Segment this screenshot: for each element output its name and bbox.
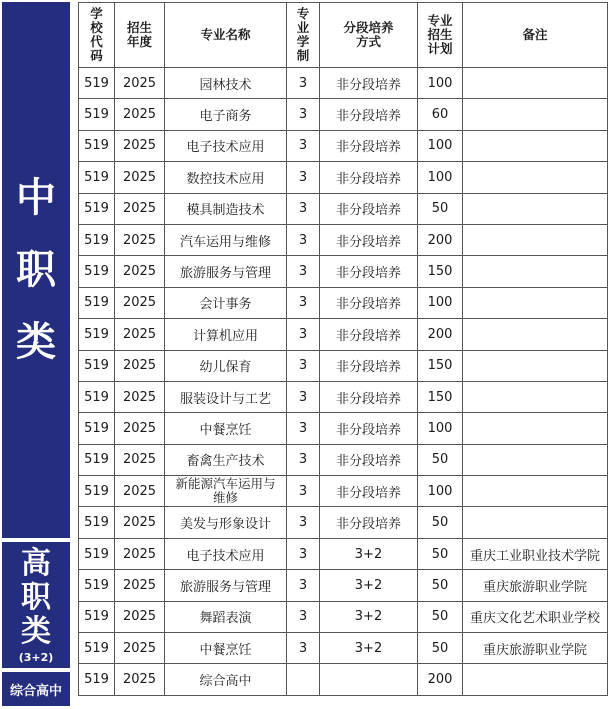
remarks-cell: [463, 444, 608, 475]
duration-cell: 3: [287, 350, 320, 381]
category-gaozhi-band: [2, 542, 70, 668]
header-plan-count: 专业招生计划: [418, 3, 463, 68]
school-code-cell: 519: [79, 507, 115, 538]
major-name-cell: 模具制造技术: [165, 193, 287, 224]
school-code-cell: 519: [79, 381, 115, 412]
plan-count-cell: 100: [418, 413, 463, 444]
duration-cell: 3: [287, 68, 320, 99]
table-row: [79, 476, 608, 507]
remarks-cell: 重庆工业职业技术学院: [463, 538, 608, 569]
category-char: 职: [21, 579, 51, 615]
major-name-cell: 旅游服务与管理: [165, 256, 287, 287]
plan-count-cell: 50: [418, 193, 463, 224]
table-row: [79, 130, 608, 161]
duration-cell: 3: [287, 570, 320, 601]
category-char: 职: [16, 247, 56, 293]
category-char: 类: [21, 613, 51, 649]
school-code-cell: 519: [79, 444, 115, 475]
table-row: [79, 444, 608, 475]
school-code-cell: 519: [79, 664, 115, 695]
year-cell: 2025: [115, 570, 165, 601]
major-name-cell: 美发与形象设计: [165, 507, 287, 538]
major-name-cell: 会计事务: [165, 287, 287, 318]
category-sidebar: [0, 0, 72, 709]
table-row: [79, 256, 608, 287]
year-cell: 2025: [115, 319, 165, 350]
major-name-cell: 计算机应用: [165, 319, 287, 350]
school-code-cell: 519: [79, 162, 115, 193]
remarks-cell: [463, 507, 608, 538]
major-name-cell: 综合高中: [165, 664, 287, 695]
enrollment-plan-table: [78, 2, 608, 696]
training-mode-cell: 非分段培养: [320, 256, 418, 287]
header-school-code: 学校代码: [79, 3, 115, 68]
duration-cell: 3: [287, 601, 320, 632]
remarks-cell: [463, 319, 608, 350]
duration-cell: 3: [287, 224, 320, 255]
table-header-row: [79, 3, 608, 68]
table-row: [79, 224, 608, 255]
major-name-cell: 服装设计与工艺: [165, 381, 287, 412]
remarks-cell: [463, 350, 608, 381]
duration-cell: 3: [287, 381, 320, 412]
remarks-cell: [463, 664, 608, 695]
duration-cell: 3: [287, 538, 320, 569]
category-zonghe-band: [2, 672, 70, 706]
remarks-cell: [463, 381, 608, 412]
major-name-cell: 旅游服务与管理: [165, 570, 287, 601]
table-row: [79, 68, 608, 99]
school-code-cell: 519: [79, 350, 115, 381]
header-year: 招生年度: [115, 3, 165, 68]
remarks-cell: [463, 68, 608, 99]
school-code-cell: 519: [79, 256, 115, 287]
table-row: [79, 193, 608, 224]
table-row: [79, 538, 608, 569]
training-mode-cell: 非分段培养: [320, 444, 418, 475]
table-row: [79, 381, 608, 412]
remarks-cell: [463, 256, 608, 287]
school-code-cell: 519: [79, 413, 115, 444]
major-name-cell: 数控技术应用: [165, 162, 287, 193]
school-code-cell: 519: [79, 224, 115, 255]
school-code-cell: 519: [79, 601, 115, 632]
plan-count-cell: 150: [418, 350, 463, 381]
plan-count-cell: 100: [418, 68, 463, 99]
major-name-cell: 电子技术应用: [165, 130, 287, 161]
category-char: 高: [21, 545, 51, 581]
major-name-cell: 电子商务: [165, 99, 287, 130]
school-code-cell: 519: [79, 476, 115, 507]
duration-cell: 3: [287, 287, 320, 318]
plan-count-cell: 150: [418, 381, 463, 412]
year-cell: 2025: [115, 287, 165, 318]
plan-count-cell: 50: [418, 538, 463, 569]
remarks-cell: 重庆旅游职业学院: [463, 633, 608, 664]
training-mode-cell: 非分段培养: [320, 507, 418, 538]
header-major-name: 专业名称: [165, 3, 287, 68]
duration-cell: 3: [287, 193, 320, 224]
plan-count-cell: 50: [418, 570, 463, 601]
training-mode-cell: 非分段培养: [320, 99, 418, 130]
school-code-cell: 519: [79, 633, 115, 664]
major-name-cell: 中餐烹饪: [165, 413, 287, 444]
training-mode-cell: 3+2: [320, 633, 418, 664]
table-row: [79, 507, 608, 538]
plan-count-cell: 100: [418, 130, 463, 161]
duration-cell: 3: [287, 507, 320, 538]
remarks-cell: 重庆文化艺术职业学校: [463, 601, 608, 632]
plan-count-cell: 100: [418, 476, 463, 507]
year-cell: 2025: [115, 633, 165, 664]
school-code-cell: 519: [79, 193, 115, 224]
major-name-cell: 园林技术: [165, 68, 287, 99]
header-training-mode: 分段培养方式: [320, 3, 418, 68]
plan-count-cell: 150: [418, 256, 463, 287]
year-cell: 2025: [115, 381, 165, 412]
training-mode-cell: 3+2: [320, 570, 418, 601]
plan-count-cell: 200: [418, 319, 463, 350]
plan-count-cell: 200: [418, 664, 463, 695]
category-label: 综合高中: [9, 683, 62, 699]
school-code-cell: 519: [79, 130, 115, 161]
plan-count-cell: 60: [418, 99, 463, 130]
training-mode-cell: 非分段培养: [320, 381, 418, 412]
duration-cell: 3: [287, 444, 320, 475]
plan-count-cell: 50: [418, 633, 463, 664]
year-cell: 2025: [115, 256, 165, 287]
plan-count-cell: 50: [418, 444, 463, 475]
year-cell: 2025: [115, 193, 165, 224]
training-mode-cell: 非分段培养: [320, 476, 418, 507]
year-cell: 2025: [115, 664, 165, 695]
plan-count-cell: 100: [418, 287, 463, 318]
training-mode-cell: 非分段培养: [320, 350, 418, 381]
school-code-cell: 519: [79, 68, 115, 99]
table-row: [79, 664, 608, 695]
remarks-cell: [463, 413, 608, 444]
year-cell: 2025: [115, 224, 165, 255]
table-row: [79, 287, 608, 318]
remarks-cell: [463, 193, 608, 224]
table-row: [79, 413, 608, 444]
training-mode-cell: 非分段培养: [320, 68, 418, 99]
training-mode-cell: 非分段培养: [320, 162, 418, 193]
table-row: [79, 319, 608, 350]
training-mode-cell: 3+2: [320, 601, 418, 632]
category-sub-label: (3+2): [18, 650, 54, 664]
table-row: [79, 601, 608, 632]
remarks-cell: [463, 130, 608, 161]
year-cell: 2025: [115, 68, 165, 99]
training-mode-cell: 非分段培养: [320, 130, 418, 161]
training-mode-cell: 非分段培养: [320, 224, 418, 255]
year-cell: 2025: [115, 507, 165, 538]
training-mode-cell: 非分段培养: [320, 319, 418, 350]
table-row: [79, 99, 608, 130]
school-code-cell: 519: [79, 570, 115, 601]
duration-cell: 3: [287, 99, 320, 130]
table-row: [79, 350, 608, 381]
table-row: [79, 162, 608, 193]
major-name-cell: 电子技术应用: [165, 538, 287, 569]
year-cell: 2025: [115, 476, 165, 507]
school-code-cell: 519: [79, 287, 115, 318]
plan-count-cell: 200: [418, 224, 463, 255]
school-code-cell: 519: [79, 538, 115, 569]
category-zhongzhi-band: [2, 2, 70, 538]
year-cell: 2025: [115, 601, 165, 632]
table-row: [79, 633, 608, 664]
duration-cell: 3: [287, 256, 320, 287]
plan-count-cell: 100: [418, 162, 463, 193]
training-mode-cell: 非分段培养: [320, 193, 418, 224]
category-char: 类: [16, 319, 56, 365]
year-cell: 2025: [115, 350, 165, 381]
year-cell: 2025: [115, 99, 165, 130]
duration-cell: 3: [287, 633, 320, 664]
remarks-cell: [463, 162, 608, 193]
year-cell: 2025: [115, 413, 165, 444]
major-name-cell: 中餐烹饪: [165, 633, 287, 664]
training-mode-cell: [320, 664, 418, 695]
plan-count-cell: 50: [418, 507, 463, 538]
year-cell: 2025: [115, 162, 165, 193]
year-cell: 2025: [115, 444, 165, 475]
remarks-cell: 重庆旅游职业学院: [463, 570, 608, 601]
remarks-cell: [463, 224, 608, 255]
school-code-cell: 519: [79, 319, 115, 350]
major-name-cell: 新能源汽车运用与维修: [165, 476, 287, 507]
major-name-cell: 汽车运用与维修: [165, 224, 287, 255]
major-name-cell: 幼儿保育: [165, 350, 287, 381]
year-cell: 2025: [115, 130, 165, 161]
remarks-cell: [463, 99, 608, 130]
remarks-cell: [463, 476, 608, 507]
major-name-cell: 舞蹈表演: [165, 601, 287, 632]
major-name-cell: 畜禽生产技术: [165, 444, 287, 475]
school-code-cell: 519: [79, 99, 115, 130]
plan-count-cell: 50: [418, 601, 463, 632]
header-duration: 专业学制: [287, 3, 320, 68]
duration-cell: 3: [287, 162, 320, 193]
duration-cell: [287, 664, 320, 695]
table-row: [79, 570, 608, 601]
training-mode-cell: 非分段培养: [320, 413, 418, 444]
duration-cell: 3: [287, 476, 320, 507]
duration-cell: 3: [287, 130, 320, 161]
category-char: 中: [16, 175, 56, 221]
remarks-cell: [463, 287, 608, 318]
training-mode-cell: 非分段培养: [320, 287, 418, 318]
year-cell: 2025: [115, 538, 165, 569]
header-remarks: 备注: [463, 3, 608, 68]
training-mode-cell: 3+2: [320, 538, 418, 569]
duration-cell: 3: [287, 413, 320, 444]
duration-cell: 3: [287, 319, 320, 350]
